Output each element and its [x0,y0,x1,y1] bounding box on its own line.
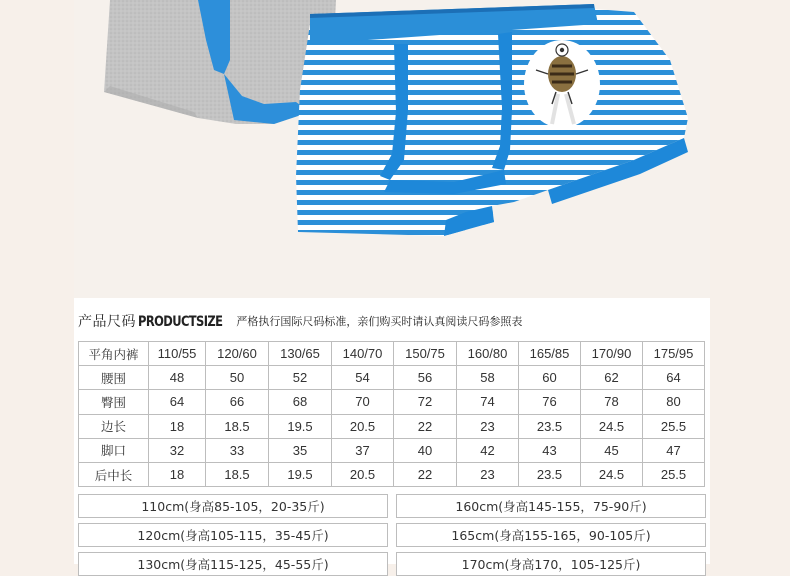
table-cell: 45 [581,438,643,462]
table-cell: 110/55 [149,342,206,366]
table-header-row [79,342,705,366]
table-row [79,366,705,390]
table-cell: 腰围 [79,366,149,390]
table-cell: 33 [206,438,269,462]
table-cell: 23.5 [519,414,581,438]
table-cell: 25.5 [643,414,705,438]
fit-guide [78,494,706,572]
table-cell: 78 [581,390,643,414]
table-cell: 64 [149,390,206,414]
size-chart-heading [78,310,704,332]
table-cell: 140/70 [332,342,394,366]
table-cell: 25.5 [643,462,705,486]
table-cell: 37 [332,438,394,462]
striped-boxer [296,4,688,236]
table-cell: 56 [394,366,457,390]
table-cell: 170/90 [581,342,643,366]
table-cell: 76 [519,390,581,414]
table-row [79,438,705,462]
product-photo [74,0,710,298]
table-cell: 160/80 [457,342,519,366]
table-cell: 48 [149,366,206,390]
table-cell: 120/60 [206,342,269,366]
table-row [79,462,705,486]
table-cell: 68 [269,390,332,414]
fit-guide-item: 165cm(身高155-165，90-105斤) [396,523,706,547]
table-cell: 64 [643,366,705,390]
boxer-briefs-illustration [74,0,710,298]
table-cell: 18.5 [206,462,269,486]
size-chart-title-en: PRODUCTSIZE [138,312,223,330]
table-cell: 150/75 [394,342,457,366]
table-row [79,414,705,438]
table-cell: 后中长 [79,462,149,486]
table-cell: 40 [394,438,457,462]
table-row [79,390,705,414]
table-cell: 脚口 [79,438,149,462]
table-cell: 18 [149,462,206,486]
table-cell: 165/85 [519,342,581,366]
table-cell: 平角内裤 [79,342,149,366]
table-cell: 32 [149,438,206,462]
table-cell: 175/95 [643,342,705,366]
table-cell: 70 [332,390,394,414]
table-cell: 47 [643,438,705,462]
size-standard-note: 严格执行国际尺码标准，亲们购买时请认真阅读尺码参照表 [236,315,523,328]
table-cell: 边长 [79,414,149,438]
table-cell: 18 [149,414,206,438]
table-cell: 臀围 [79,390,149,414]
table-cell: 52 [269,366,332,390]
fit-guide-item: 120cm(身高105-115，35-45斤) [78,523,388,547]
size-chart-title: 产品尺码 [78,314,136,330]
table-cell: 72 [394,390,457,414]
table-cell: 42 [457,438,519,462]
table-cell: 60 [519,366,581,390]
table-cell: 20.5 [332,414,394,438]
table-cell: 23 [457,462,519,486]
table-cell: 23.5 [519,462,581,486]
table-cell: 19.5 [269,462,332,486]
table-cell: 35 [269,438,332,462]
table-cell: 58 [457,366,519,390]
fit-guide-item: 160cm(身高145-155，75-90斤) [396,494,706,518]
table-cell: 23 [457,414,519,438]
table-cell: 62 [581,366,643,390]
table-cell: 50 [206,366,269,390]
table-cell: 18.5 [206,414,269,438]
table-cell: 66 [206,390,269,414]
fit-guide-item: 170cm(身高170，105-125斤) [396,552,706,576]
table-cell: 130/65 [269,342,332,366]
size-table [78,341,705,487]
table-cell: 24.5 [581,462,643,486]
table-cell: 54 [332,366,394,390]
table-cell: 74 [457,390,519,414]
table-cell: 43 [519,438,581,462]
table-cell: 24.5 [581,414,643,438]
table-cell: 22 [394,462,457,486]
table-cell: 22 [394,414,457,438]
fit-guide-item: 130cm(身高115-125，45-55斤) [78,552,388,576]
table-cell: 80 [643,390,705,414]
table-cell: 19.5 [269,414,332,438]
fit-guide-item: 110cm(身高85-105，20-35斤) [78,494,388,518]
table-cell: 20.5 [332,462,394,486]
